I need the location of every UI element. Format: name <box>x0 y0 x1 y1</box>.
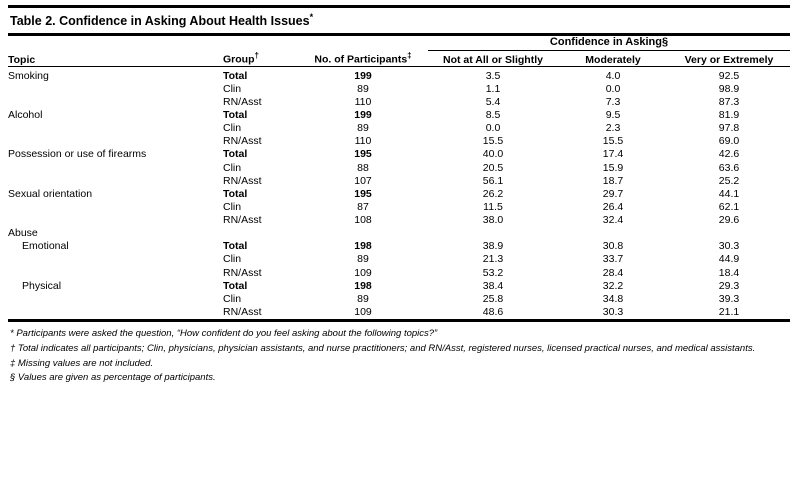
cell-not-at-all: 38.9 <box>482 240 504 253</box>
column-header-participants-label: No. of Participants <box>314 53 408 66</box>
table-row <box>8 162 790 175</box>
cell-very: 87.3 <box>718 95 740 108</box>
cell-topic <box>8 267 223 280</box>
cell-very: 62.1 <box>718 200 740 213</box>
cell-group: Total <box>223 240 248 253</box>
cell-group: Total <box>223 109 248 122</box>
column-header-moderately <box>558 51 668 66</box>
cell-topic <box>8 96 223 109</box>
cell-topic <box>8 293 223 306</box>
cell-moderately: 15.9 <box>602 161 624 174</box>
cell-moderately: 2.3 <box>605 122 621 135</box>
cell-topic <box>8 83 223 96</box>
cell-not-at-all: 21.3 <box>482 253 504 266</box>
cell-topic <box>8 175 223 188</box>
table-row <box>8 280 790 293</box>
column-header-row <box>8 51 790 66</box>
cell-group: Clin <box>223 253 242 266</box>
cell-very: 81.9 <box>718 109 740 122</box>
cell-participants <box>298 227 428 240</box>
cell-topic <box>8 122 223 135</box>
cell-topic: Alcohol <box>8 109 43 122</box>
footnote: † Total indicates all participants; Clin, physicians, physician assistants, and nurse practitioners; and RN/Asst, registered nurses, licensed practical nurses, and medical assistants. <box>10 342 756 354</box>
table-row <box>8 188 790 201</box>
cell-moderately <box>558 227 668 240</box>
cell-group: Clin <box>223 292 242 305</box>
cell-topic <box>8 214 223 227</box>
cell-participants: 109 <box>354 305 372 318</box>
table-row <box>8 214 790 227</box>
cell-group: Total <box>223 187 248 200</box>
cell-group: Clin <box>223 161 242 174</box>
cell-not-at-all: 1.1 <box>485 82 501 95</box>
confidence-span-label: Confidence in Asking§ <box>549 36 669 49</box>
cell-participants: 199 <box>354 109 372 122</box>
cell-not-at-all: 25.8 <box>482 292 504 305</box>
cell-moderately: 28.4 <box>602 266 624 279</box>
table-row <box>8 109 790 122</box>
cell-participants: 87 <box>357 200 369 213</box>
footnote: ‡ Missing values are not included. <box>10 357 154 369</box>
span-header-blank3 <box>298 36 428 51</box>
column-header-topic <box>8 51 223 66</box>
table-row <box>8 135 790 148</box>
table-row <box>8 267 790 280</box>
cell-moderately: 18.7 <box>602 174 624 187</box>
cell-group <box>223 227 298 240</box>
cell-very <box>668 227 790 240</box>
cell-not-at-all: 53.2 <box>482 266 504 279</box>
table-page <box>0 5 798 502</box>
table-row <box>8 70 790 83</box>
cell-topic <box>8 162 223 175</box>
cell-moderately: 32.2 <box>602 279 624 292</box>
cell-not-at-all: 38.4 <box>482 279 504 292</box>
cell-group: Clin <box>223 200 242 213</box>
footnote: * Participants were asked the question, “How confident do you feel asking about the following topics?” <box>10 328 438 340</box>
cell-moderately: 4.0 <box>605 69 621 82</box>
cell-moderately: 9.5 <box>605 109 621 122</box>
cell-not-at-all: 11.5 <box>483 200 503 213</box>
cell-group: RN/Asst <box>223 266 262 279</box>
cell-not-at-all: 38.0 <box>482 214 504 227</box>
cell-moderately: 0.0 <box>605 82 621 95</box>
cell-participants: 88 <box>357 161 369 174</box>
table-row <box>8 293 790 306</box>
cell-moderately: 33.7 <box>602 253 624 266</box>
cell-not-at-all: 40.0 <box>482 148 504 161</box>
cell-topic: Abuse <box>8 227 38 240</box>
column-header-group-label: Group <box>223 53 255 66</box>
cell-group: RN/Asst <box>223 135 262 148</box>
cell-very: 29.6 <box>718 214 740 227</box>
table-row <box>8 148 790 161</box>
cell-participants: 195 <box>354 148 372 161</box>
cell-very: 44.1 <box>718 187 740 200</box>
column-header-very-label: Very or Extremely <box>684 53 774 66</box>
column-header-participants-marker: ‡ <box>407 51 412 61</box>
table-row <box>8 122 790 135</box>
cell-topic <box>8 135 223 148</box>
cell-very: 63.6 <box>718 161 740 174</box>
cell-participants: 199 <box>354 69 372 82</box>
cell-participants: 198 <box>354 279 372 292</box>
cell-group: Total <box>223 69 248 82</box>
cell-group: Total <box>223 279 248 292</box>
cell-participants: 110 <box>354 135 372 148</box>
confidence-table-body <box>8 70 790 319</box>
cell-very: 92.5 <box>718 69 740 82</box>
cell-topic <box>8 306 223 319</box>
cell-moderately: 30.8 <box>602 240 624 253</box>
table-row <box>8 227 790 240</box>
column-header-not-at-all-label: Not at All or Slightly <box>443 53 543 66</box>
cell-participants: 198 <box>354 240 372 253</box>
table-title <box>8 8 790 33</box>
cell-very: 69.0 <box>718 135 740 148</box>
table-row <box>8 253 790 266</box>
cell-moderately: 32.4 <box>602 214 624 227</box>
table-title-marker: * <box>309 12 314 22</box>
cell-not-at-all <box>428 227 558 240</box>
confidence-span-header <box>428 36 790 51</box>
table-row <box>8 201 790 214</box>
column-header-group-marker: † <box>254 51 259 61</box>
cell-group: Clin <box>223 122 242 135</box>
column-header-participants <box>298 51 428 66</box>
table-header <box>8 36 790 66</box>
table-row <box>8 306 790 319</box>
cell-not-at-all: 3.5 <box>485 69 501 82</box>
cell-very: 25.2 <box>718 174 740 187</box>
cell-not-at-all: 0.0 <box>485 122 501 135</box>
cell-topic: Sexual orientation <box>8 187 93 200</box>
cell-moderately: 29.7 <box>602 187 624 200</box>
column-header-topic-label: Topic <box>8 53 36 66</box>
cell-moderately: 26.4 <box>602 200 624 213</box>
cell-topic: Smoking <box>8 69 49 82</box>
cell-very: 97.8 <box>718 122 740 135</box>
cell-very: 42.6 <box>718 148 740 161</box>
cell-participants: 109 <box>354 266 372 279</box>
cell-participants: 89 <box>357 82 369 95</box>
cell-very: 39.3 <box>718 292 740 305</box>
cell-topic <box>8 201 223 214</box>
cell-participants: 108 <box>354 214 372 227</box>
cell-group: RN/Asst <box>223 95 262 108</box>
table-title-text: Table 2. Confidence in Asking About Health Issues <box>10 14 310 29</box>
span-header-blank <box>8 36 223 51</box>
cell-participants: 110 <box>354 95 372 108</box>
cell-participants: 107 <box>354 174 372 187</box>
column-header-group <box>223 51 298 66</box>
column-header-very <box>668 51 790 66</box>
table-row <box>8 83 790 96</box>
cell-not-at-all: 5.4 <box>485 95 501 108</box>
cell-very: 18.4 <box>718 266 740 279</box>
cell-very: 30.3 <box>718 240 740 253</box>
cell-participants: 89 <box>357 122 369 135</box>
cell-group: RN/Asst <box>223 214 262 227</box>
column-header-not-at-all <box>428 51 558 66</box>
cell-very: 29.3 <box>718 279 740 292</box>
cell-group: RN/Asst <box>223 305 262 318</box>
cell-group: RN/Asst <box>223 174 262 187</box>
footnote: § Values are given as percentage of participants. <box>10 372 216 384</box>
cell-not-at-all: 15.5 <box>482 135 504 148</box>
confidence-table <box>8 36 790 66</box>
table-footnotes <box>8 322 790 385</box>
cell-very: 98.9 <box>718 82 740 95</box>
cell-moderately: 34.8 <box>602 292 624 305</box>
span-header-row <box>8 36 790 51</box>
cell-topic: Possession or use of firearms <box>8 148 147 161</box>
table-row <box>8 175 790 188</box>
cell-very: 21.1 <box>718 305 740 318</box>
cell-group: Clin <box>223 82 242 95</box>
cell-moderately: 30.3 <box>602 305 624 318</box>
span-header-blank2 <box>223 36 298 51</box>
cell-not-at-all: 26.2 <box>482 187 504 200</box>
table-row <box>8 240 790 253</box>
cell-moderately: 17.4 <box>602 148 624 161</box>
cell-participants: 195 <box>354 187 372 200</box>
cell-not-at-all: 20.5 <box>482 161 504 174</box>
cell-participants: 89 <box>357 253 369 266</box>
table-body <box>8 70 790 319</box>
column-header-moderately-label: Moderately <box>585 53 641 66</box>
cell-participants: 89 <box>357 292 369 305</box>
cell-not-at-all: 48.6 <box>482 305 504 318</box>
cell-not-at-all: 8.5 <box>485 109 501 122</box>
cell-moderately: 7.3 <box>605 95 621 108</box>
cell-topic: Physical <box>22 279 62 292</box>
cell-moderately: 15.5 <box>602 135 624 148</box>
cell-topic <box>8 253 223 266</box>
table-row <box>8 96 790 109</box>
cell-very: 44.9 <box>718 253 740 266</box>
cell-topic: Emotional <box>22 240 69 253</box>
cell-not-at-all: 56.1 <box>482 174 504 187</box>
cell-group: Total <box>223 148 248 161</box>
